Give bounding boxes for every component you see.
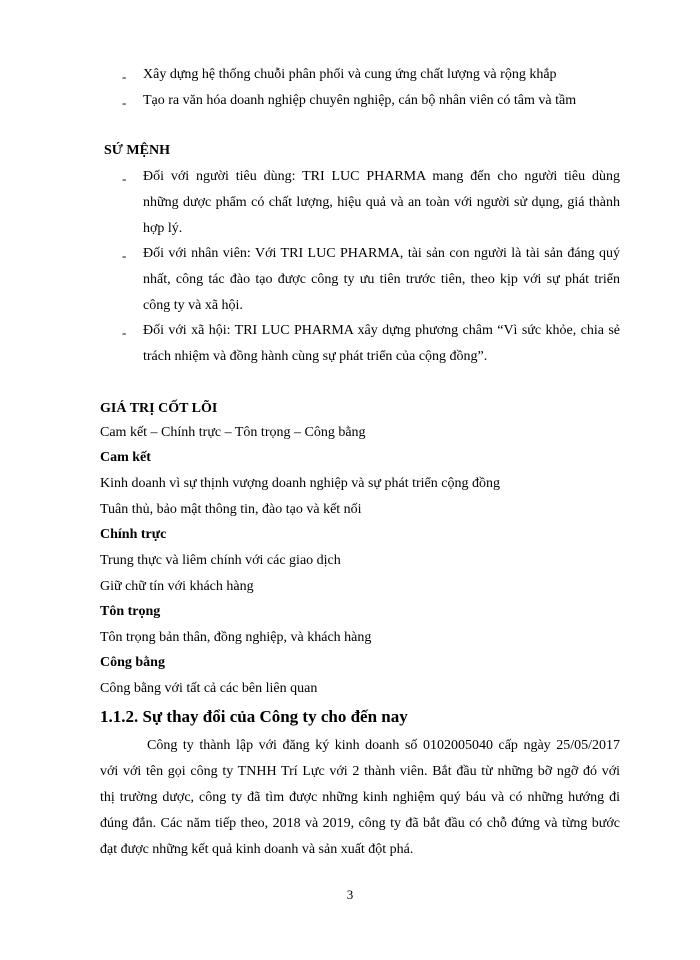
mission-heading: SỨ MỆNH [104, 143, 170, 158]
bullet-marker: - [122, 325, 127, 340]
value-title: Công bằng [100, 655, 165, 670]
mission-item-line: những dược phẩm có chất lượng, hiệu quả và an toàn với người sử dụng, giá thành [143, 195, 620, 210]
value-line: Tôn trọng bản thân, đồng nghiệp, và khách hàng [100, 630, 372, 645]
mission-item-line: Đối với nhân viên: Với TRI LUC PHARMA, tài sản con người là tài sản đáng quý [143, 246, 620, 261]
history-paragraph-line: đạt được những kết quả kinh doanh và sản xuất đột phá. [100, 842, 414, 857]
bullet-marker: - [122, 248, 127, 263]
bullet-marker: - [122, 171, 127, 186]
core-values-heading: GIÁ TRỊ CỐT LÕI [100, 401, 218, 416]
value-title: Tôn trọng [100, 604, 161, 619]
mission-item-line: nhất, công tác đào tạo được công ty ưu tiên trước tiên, theo kịp với sự phát triển [143, 272, 620, 287]
mission-item-line: Đối với người tiêu dùng: TRI LUC PHARMA mang đến cho người tiêu dùng [143, 169, 620, 184]
mission-item-line: công ty và xã hội. [143, 298, 243, 313]
value-title: Cam kết [100, 450, 151, 465]
history-heading: 1.1.2. Sự thay đổi của Công ty cho đến nay [100, 707, 408, 726]
history-paragraph-line: với với tên gọi công ty TNHH Trí Lực với 2 thành viên. Bắt đầu từ những bỡ ngỡ đó với [100, 764, 620, 779]
value-line: Trung thực và liêm chính với các giao dịch [100, 553, 341, 568]
bullet-marker: - [122, 95, 127, 110]
value-line: Kinh doanh vì sự thịnh vượng doanh nghiệp và sự phát triển cộng đồng [100, 476, 500, 491]
mission-item-line: trách nhiệm và đồng hành cùng sự phát triển của cộng đồng”. [143, 349, 488, 364]
value-line: Công bằng với tất cả các bên liên quan [100, 681, 318, 696]
mission-item-line: Đối với xã hội: TRI LUC PHARMA xây dựng phương châm “Vì sức khỏe, chia sẻ [143, 323, 620, 338]
value-title: Chính trực [100, 527, 167, 542]
value-line: Giữ chữ tín với khách hàng [100, 579, 254, 594]
vision-item: Tạo ra văn hóa doanh nghiệp chuyên nghiệp, cán bộ nhân viên có tâm và tầm [143, 93, 577, 108]
history-paragraph-line: Công ty thành lập với đăng ký kinh doanh số 0102005040 cấp ngày 25/05/2017 [147, 738, 620, 753]
vision-item: Xây dựng hệ thống chuỗi phân phối và cung ứng chất lượng và rộng khắp [143, 67, 557, 82]
core-values-summary: Cam kết – Chính trực – Tôn trọng – Công bằng [100, 425, 366, 440]
history-paragraph-line: đúng đắn. Các năm tiếp theo, 2018 và 2019, công ty đã bắt đầu có chỗ đứng và từng bước [100, 816, 620, 831]
page-number: 3 [346, 887, 354, 902]
history-paragraph-line: thị trường dược, công ty đã tìm được những kinh nghiệm quý báu và có những hướng đi [100, 790, 620, 805]
value-line: Tuân thủ, bảo mật thông tin, đào tạo và kết nối [100, 502, 362, 517]
mission-item-line: hợp lý. [143, 221, 183, 236]
bullet-marker: - [122, 69, 127, 84]
